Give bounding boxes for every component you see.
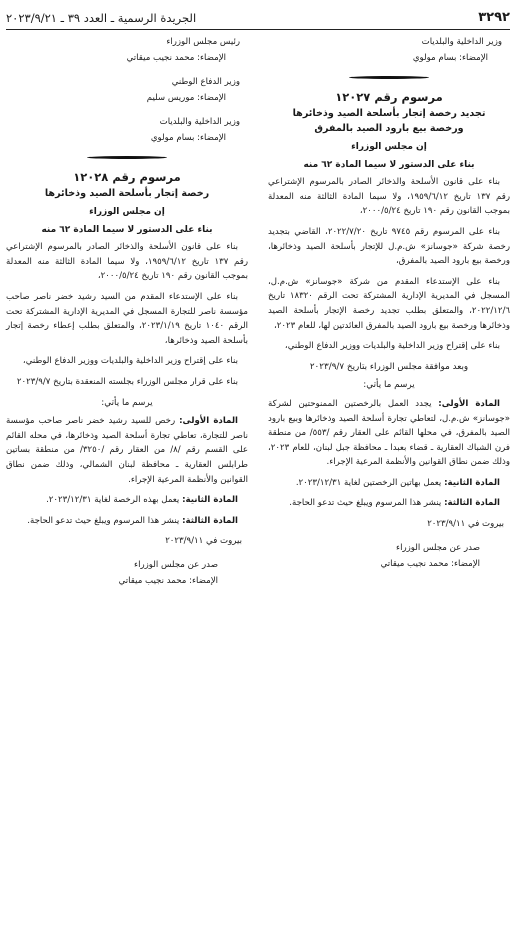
article-2 <box>6 493 248 508</box>
approval-line: وبعد موافقة مجلس الوزراء بتاريخ ٢٠٢٣/٩/٧ <box>309 361 469 372</box>
gazette-title: الجريدة الرسمية ـ العدد ٣٩ ـ ٢٠٢٣/٩/٢١ <box>6 10 197 25</box>
place-date: بيروت في ٢٠٢٣/٩/١١ <box>165 536 242 547</box>
article-2 <box>268 476 510 491</box>
preamble-paragraph: بناء على المرسوم رقم ٩٧٤٥ تاريخ ٢٠٢٢/٧/٢٠، القاضي بتجديد رخصة شركة «جوسانز» ش.م.ل للإتجار بأسلحة الصيد وذخائرها، ورخصة بيع بارود الصيد بالمفرق، <box>268 226 510 267</box>
issuer-signature <box>6 557 248 589</box>
constitution-basis: بناء على الدستور لا سيما المادة ٦٢ منه <box>41 224 213 235</box>
article-label: المادة الأولى: <box>438 398 501 409</box>
signatory-sign: الإمضاء: موريس سليم <box>146 93 226 103</box>
signatory-title: وزير الدفاع الوطني <box>171 77 240 87</box>
section-divider <box>268 70 510 84</box>
preamble-paragraph: بناء على الإستدعاء المقدم من شركة «جوسانز» ش.م.ل، المسجل في المديرية الإدارية المشتركة تحت الرقم ١٨٣٢٠ تاريخ ٢٠٢٢/١٢/٦، والمتعلق بطلب تجديد رخصة الإتجار بأسلحة الصيد وذخائرها ورخصة بيع بارود الصيد بالمفرق العائدتين لها، للعام ٢٠٢٣، <box>268 276 510 331</box>
article-text: يعمل بهاتين الرخصتين لغاية ٢٠٢٣/١٢/٣١. <box>295 477 442 488</box>
issued-sign: الإمضاء: محمد نجيب ميقاتي <box>380 558 480 569</box>
article-text: رخص للسيد رشيد خضر ناصر صاحب مؤسسة ناصر للتجارة، تعاطي تجارة أسلحة الصيد وذخائرها، في محله القائم على القسم رقم /٨/ من العقار رقم /٣٢٥٠/ من منطقة بساتين طرابلس العقارية ـ محافظة لبنان الشمالي، وذلك ضمن نطاق القوانين والأنظمة المرعية الإجراء. <box>6 416 249 485</box>
column-gap <box>254 34 262 589</box>
decree-title: مرسوم رقم ١٢٠٢٨ <box>73 170 181 184</box>
article-1 <box>268 397 510 470</box>
signatory-sign: الإمضاء: محمد نجيب ميقاتي <box>126 53 226 63</box>
preamble-paragraph: بناء على إقتراح وزير الداخلية والبلديات ووزير الدفاع الوطني، <box>22 356 238 367</box>
article-text: يجدد العمل بالرخصتين الممنوحتين لشركة «جوسانز» ش.م.ل، لتعاطي تجارة أسلحة الصيد وذخائرها وبيع بارود الصيد بالمفرق، في محلها القائم على العقار رقم /٥٥٣/ من منطقة فرن الشباك العقارية ـ قضاء بعبدا ـ محافظة جبل لبنان، للعام ٢٠٢٣، وذلك ضمن نطاق القوانين والأنظمة المرعية الإجراء. <box>268 398 510 468</box>
decrees-line: يرسم ما يأتي: <box>101 397 153 408</box>
constitution-basis: بناء على الدستور لا سيما المادة ٦٢ منه <box>303 159 475 170</box>
signatory-title: رئيس مجلس الوزراء <box>166 37 240 47</box>
article-label: المادة الثانية: <box>444 477 500 488</box>
decree-subject: رخصة إتجار بأسلحة الصيد وذخائرها <box>44 188 210 199</box>
preamble-paragraph: بناء على الإستدعاء المقدم من السيد رشيد خضر ناصر صاحب مؤسسة ناصر للتجارة المسجل في المديرية الإدارية المشتركة تحت الرقم ١٠٤٠ تاريخ ٢٠٢٣/١/١٩، والمتعلق بطلب إعطاء رخصة إتجار بأسلحة الصيد وذخائرها، <box>6 291 248 346</box>
article-3 <box>6 514 248 529</box>
issued-sign: الإمضاء: محمد نجيب ميقاتي <box>118 575 218 586</box>
page-number: ٣٢٩٢ <box>478 10 510 25</box>
signature-block <box>6 114 248 146</box>
decree-subject <box>268 106 510 136</box>
decree-subject-line2: ورخصة بيع بارود الصيد بالمفرق <box>314 123 464 134</box>
issued-by: صدر عن مجلس الوزراء <box>134 559 218 570</box>
preamble-paragraph: بناء على إقتراح وزير الداخلية والبلديات ووزير الدفاع الوطني، <box>284 341 500 352</box>
signature-block <box>6 34 248 66</box>
page-header <box>6 6 510 30</box>
article-label: المادة الأولى: <box>179 416 238 427</box>
preamble-paragraph: بناء على قانون الأسلحة والذخائر الصادر بالمرسوم الإشتراعي رقم ١٣٧ تاريخ ١٩٥٩/٦/١٢، ولا سيما المادة الثالثة منه المعدلة بموجب القانون رقم ١٩٠ تاريخ ٢٠٠٠/٥/٢٤، <box>6 242 248 282</box>
preamble-paragraph: بناء على قرار مجلس الوزراء بجلسته المنعقدة بتاريخ ٢٠٢٣/٩/٧ <box>16 376 238 387</box>
signature-block <box>268 34 510 66</box>
right-column <box>262 34 510 589</box>
place-date: بيروت في ٢٠٢٣/٩/١١ <box>427 519 504 530</box>
signature-block <box>6 74 248 106</box>
decree-title: مرسوم رقم ١٢٠٢٧ <box>335 90 443 104</box>
article-1 <box>6 414 248 487</box>
signatory-sign: الإمضاء: بسام مولوي <box>412 53 488 63</box>
left-column <box>6 34 254 589</box>
article-label: المادة الثالثة: <box>182 515 238 526</box>
decree-subject-line1: تجديد رخصة إتجار بأسلحة الصيد وذخائرها <box>292 108 486 119</box>
preamble-paragraph: بناء على قانون الأسلحة والذخائر الصادر بالمرسوم الإشتراعي رقم ١٣٧ تاريخ ١٩٥٩/٦/١٢، ولا سيما المادة الثالثة منه المعدلة بموجب القانون رقم ١٩٠ تاريخ ٢٠٠٠/٥/٢٤، <box>268 177 510 217</box>
issuer-heading: إن مجلس الوزراء <box>89 207 165 217</box>
issuer-heading: إن مجلس الوزراء <box>351 142 427 152</box>
article-text: يعمل بهذه الرخصة لغاية ٢٠٢٣/١٢/٣١. <box>46 495 180 506</box>
issuer-signature <box>268 540 510 572</box>
section-divider <box>6 150 248 164</box>
signatory-sign: الإمضاء: بسام مولوي <box>150 133 226 143</box>
signatory-title: وزير الداخلية والبلديات <box>421 37 502 47</box>
article-3 <box>268 496 510 511</box>
columns <box>6 34 510 589</box>
signatory-title: وزير الداخلية والبلديات <box>159 117 240 127</box>
article-label: المادة الثانية: <box>182 495 238 506</box>
decrees-line: يرسم ما يأتي: <box>363 380 415 391</box>
article-text: ينشر هذا المرسوم ويبلغ حيث تدعو الحاجة. <box>27 515 180 526</box>
issued-by: صدر عن مجلس الوزراء <box>396 542 480 553</box>
article-text: ينشر هذا المرسوم ويبلغ حيث تدعو الحاجة. <box>289 498 442 509</box>
article-label: المادة الثالثة: <box>444 498 500 509</box>
